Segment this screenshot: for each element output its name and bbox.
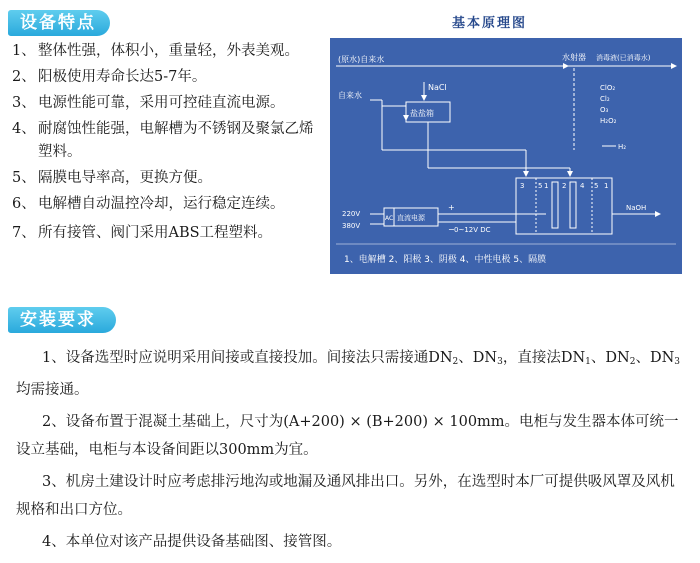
cell-num-2: 2	[562, 182, 567, 190]
install-item-4: 4、本单位对该产品提供设备基础图、接管图。	[42, 534, 342, 550]
ejector-label: 水射器	[562, 53, 586, 62]
install-heading: 安装要求	[8, 307, 116, 333]
install-item-1	[16, 344, 688, 404]
nacl-label: NaCl	[428, 83, 447, 92]
feature-text: 电源性能可靠，采用可控硅直流电源。	[38, 95, 285, 111]
principle-diagram	[330, 38, 682, 274]
install-item-2: 2、设备布置于混凝土基础上，尺寸为(A+200) × (B+200) × 100mm。电柜与发生器本体可统一设立基础，电柜与本设备间距以300mm为宜。	[16, 414, 679, 458]
feature-number: 1、	[12, 43, 36, 59]
install-1-sub: 2	[452, 357, 459, 367]
cell-num-5a: 5	[538, 182, 543, 190]
chem-o3: O₃	[600, 106, 609, 114]
install-item-3: 3、机房土建设计时应考虑排污地沟或地漏及通风排出口。另外，在选型时本厂可提供吸风罩及风机规格和出口方位。	[16, 474, 675, 518]
feature-item	[12, 40, 324, 63]
cell-num-3: 3	[520, 182, 525, 190]
feature-item	[12, 118, 324, 164]
tap-water-label: 自来水	[338, 91, 362, 100]
anode-plate	[552, 182, 558, 228]
install-1-sub: 1	[585, 357, 591, 367]
feature-text: 隔膜电导率高，更换方便。	[38, 170, 212, 186]
feature-number: 4、	[12, 121, 36, 137]
feature-item	[12, 167, 324, 190]
features-heading: 设备特点	[8, 10, 110, 36]
dc-supply-label: 直流电源	[397, 214, 425, 222]
raw-water-label: (原水)自来水	[338, 55, 385, 64]
install-list	[16, 344, 688, 560]
install-1-text-b: 、DN	[458, 350, 498, 366]
disinfectant-label: 消毒液(已消毒水)	[596, 54, 651, 62]
neutral-electrode	[570, 182, 576, 228]
install-1-text-e: 、DN	[635, 350, 675, 366]
feature-item	[12, 222, 324, 245]
feature-item	[12, 92, 324, 115]
feature-number: 5、	[12, 170, 36, 186]
install-1-text-d: 、DN	[590, 350, 630, 366]
install-1-text-f: 均需接通。	[16, 382, 89, 398]
plus-label: +	[448, 203, 455, 212]
naoh-label: NaOH	[626, 204, 647, 212]
cell-num-1a: 1	[544, 182, 549, 190]
cell-num-1b: 1	[604, 182, 609, 190]
v220-label: 220V	[342, 210, 361, 218]
install-1-text-c: ，直接法DN	[502, 350, 586, 366]
brine-tank-label: 盐盐箱	[410, 109, 434, 118]
feature-text: 整体性强，体积小，重量轻，外表美观。	[38, 43, 299, 59]
chem-h2o2: H₂O₂	[600, 117, 617, 125]
h2-label: H₂	[618, 143, 627, 151]
feature-number: 3、	[12, 95, 36, 111]
install-1-sub: 3	[674, 357, 681, 367]
feature-text: 耐腐蚀性能强，电解槽为不锈钢及聚氯乙烯塑料。	[38, 121, 314, 160]
feature-item	[12, 66, 324, 89]
cell-num-5b: 5	[594, 182, 599, 190]
chem-clo2: ClO₂	[600, 84, 616, 92]
ac-label: AC	[385, 215, 394, 222]
cell-num-4: 4	[580, 182, 585, 190]
feature-number: 6、	[12, 196, 36, 212]
feature-item	[12, 193, 324, 216]
diagram-legend: 1、电解槽 2、阳极 3、阴极 4、中性电极 5、隔膜	[344, 255, 547, 265]
feature-text: 电解槽自动温控冷却，运行稳定连续。	[38, 196, 285, 212]
install-1-sub: 2	[629, 357, 636, 367]
features-list	[12, 40, 324, 248]
v380-label: 380V	[342, 222, 361, 230]
install-1-text-a: 1、设备选型时应说明采用间接或直接投加。间接法只需接通DN	[42, 350, 453, 366]
install-1-sub: 3	[497, 357, 503, 367]
diagram-title: 基本原理图	[452, 16, 528, 31]
feature-number: 7、	[12, 225, 36, 241]
feature-number: 2、	[12, 69, 36, 85]
feature-text: 所有接管、阀门采用ABS工程塑料。	[38, 225, 273, 241]
chem-cl2: Cl₂	[600, 95, 610, 103]
dc-range-label: 0~12V DC	[454, 226, 491, 234]
minus-label: −	[448, 225, 455, 234]
feature-text: 阳极使用寿命长达5-7年。	[38, 69, 207, 85]
